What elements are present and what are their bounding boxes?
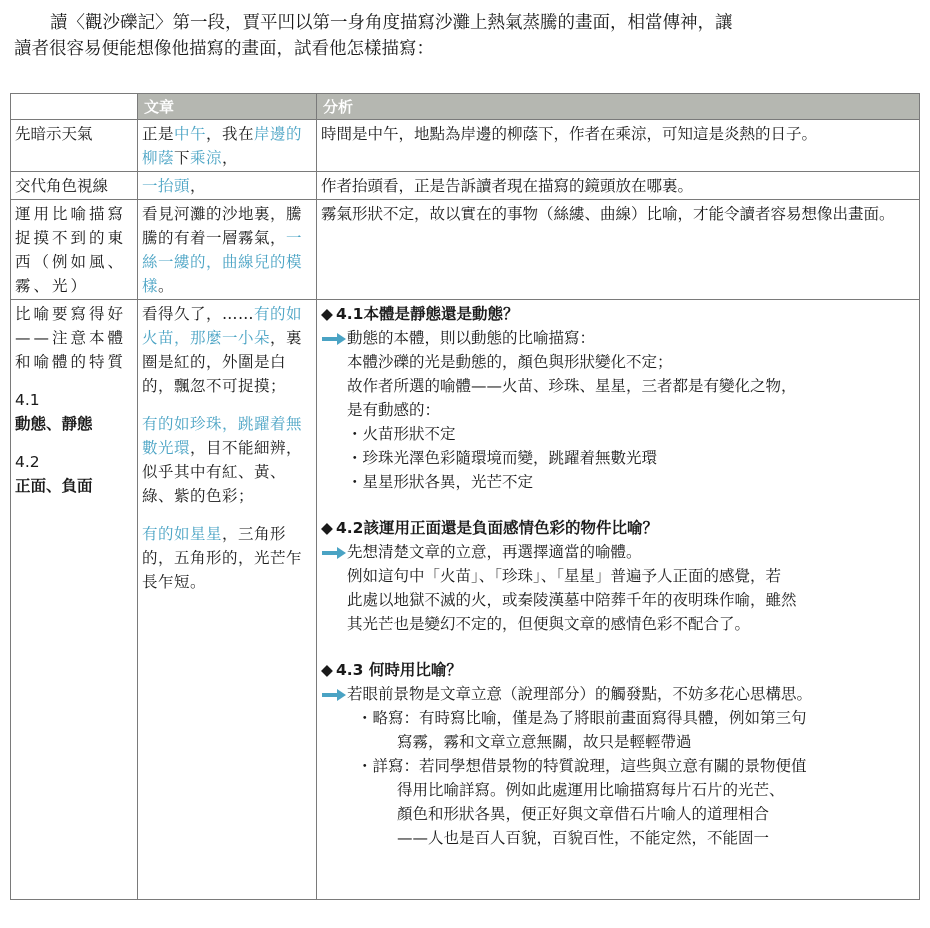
diamond-icon: ◆ — [321, 519, 333, 537]
header-analysis: 分析 — [317, 94, 920, 120]
arrow-right-icon — [321, 688, 347, 702]
row-analysis: 作者抬頭看，正是告訴讀者現在描寫的鏡頭放在哪裏。 — [317, 172, 920, 200]
text-highlight: 有的如珍珠，跳躍着無數光環 — [142, 415, 303, 457]
section-43-heading — [321, 658, 915, 682]
row-analysis: 霧氣形狀不定，故以實在的事物（絲縷、曲線）比喻，才能令讀者容易想像出畫面。 — [317, 200, 920, 300]
diamond-icon: ◆ — [321, 661, 333, 679]
section-42-line: 例如這句中「火苗」、「珍珠」、「星星」普遍予人正面的感覺，若 — [347, 567, 782, 585]
section-41-bullet: ・珍珠光澤色彩隨環境而變，跳躍着無數光環 — [347, 449, 658, 467]
table-header-row — [11, 94, 920, 120]
section-41-line: 本體沙礫的光是動態的，顏色與形狀變化不定； — [347, 353, 673, 371]
section-43-line: ——人也是百人百貌，百貌百性，不能定然，不能固一 — [397, 829, 770, 847]
header-article: 文章 — [138, 94, 317, 120]
text-para-2 — [142, 412, 312, 508]
text-plain: 正是 — [142, 125, 175, 143]
table-row — [11, 300, 920, 900]
text-plain: ， — [222, 149, 239, 167]
text-plain: ，三角形的，五角形的，光芒乍長乍短。 — [142, 525, 303, 591]
table-row — [11, 200, 920, 300]
label-42: 正面、負面 — [15, 477, 93, 495]
table-row — [11, 172, 920, 200]
intro-line-1: 讀〈觀沙礫記〉第一段，賈平凹以第一身角度描寫沙灘上熱氣蒸騰的畫面，相當傳神，讓 — [50, 13, 733, 33]
label-42-num: 4.2 — [15, 453, 40, 471]
row-label — [11, 300, 138, 900]
section-41-line: 是有動感的： — [347, 401, 441, 419]
text-highlight: 一絲一縷的，曲線兒的模樣 — [142, 229, 303, 295]
section-42-title: 4.2該運用正面還是負面感情色彩的物件比喻？ — [336, 519, 658, 537]
text-plain: 下 — [174, 149, 191, 167]
row-analysis — [317, 300, 920, 900]
text-plain: 。 — [158, 277, 175, 295]
section-41-arrow-text: 動態的本體，則以動態的比喻描寫： — [347, 329, 596, 347]
text-plain: 看得久了，…… — [142, 305, 255, 323]
arrow-right-icon — [321, 546, 347, 560]
section-41-bullet: ・星星形狀各異，光芒不定 — [347, 473, 534, 491]
section-43-title: 4.3 何時用比喻？ — [336, 661, 462, 679]
row-text — [138, 200, 317, 300]
row-label: 運用比喻描寫捉摸不到的東西（例如風、霧、光） — [11, 200, 138, 300]
section-42-heading — [321, 516, 915, 540]
row-text — [138, 120, 317, 172]
text-highlight: 乘涼 — [190, 149, 223, 167]
row-analysis: 時間是中午，地點為岸邊的柳蔭下，作者在乘涼，可知這是炎熱的日子。 — [317, 120, 920, 172]
section-43-line: 顏色和形狀各異，便正好與文章借石片喻人的道理相合 — [397, 805, 770, 823]
row4-label-main: 比喻要寫得好——注意本體和喻體的特質 — [15, 305, 127, 371]
section-41-bullet: ・火苗形狀不定 — [347, 425, 456, 443]
section-41-heading — [321, 302, 915, 326]
section-43-arrow-text: 若眼前景物是文章立意（說理部分）的觸發點，不妨多花心思構思。 — [347, 685, 813, 703]
text-plain: 看見河灘的沙地裏，騰騰的有着一層霧氣， — [142, 205, 303, 247]
text-highlight: 有的如星星 — [142, 525, 223, 543]
text-highlight: 岸邊的柳蔭 — [142, 125, 303, 167]
intro-line-2: 讀者很容易便能想像他描寫的畫面，試看他怎樣描寫： — [14, 39, 434, 59]
section-42-line: 此處以地獄不滅的火，或秦陵漢墓中陪葬千年的夜明珠作喻，雖然 — [347, 591, 797, 609]
section-41-arrow-line — [321, 326, 915, 350]
section-43-line: ・詳寫：若同學想借景物的特質說理，這些與立意有關的景物便值 — [357, 757, 807, 775]
header-blank — [11, 94, 138, 120]
label-41: 動態、靜態 — [15, 415, 93, 433]
row-label: 交代角色視線 — [11, 172, 138, 200]
section-42-line: 其光芒也是變幻不定的，但便與文章的感情色彩不配合了。 — [347, 615, 751, 633]
section-43-arrow-line — [321, 682, 915, 706]
row-text — [138, 172, 317, 200]
section-41-title: 4.1本體是靜態還是動態？ — [336, 305, 519, 323]
text-plain: ，目不能細辨，似乎其中有紅、黃、綠、紫的色彩； — [142, 439, 303, 505]
section-43-line: ・略寫：有時寫比喻，僅是為了將眼前畫面寫得具體，例如第三句 — [357, 709, 807, 727]
text-highlight: 中午 — [174, 125, 207, 143]
analysis-table — [10, 93, 920, 900]
text-plain: ，裏圈是紅的，外圍是白的，飄忽不可捉摸； — [142, 329, 303, 395]
section-42-arrow-line — [321, 540, 915, 564]
arrow-right-icon — [321, 332, 347, 346]
label-41-num: 4.1 — [15, 391, 40, 409]
section-43-line: 寫霧，霧和文章立意無關，故只是輕輕帶過 — [397, 733, 692, 751]
table-row — [11, 120, 920, 172]
text-highlight: 有的如火苗，那麼一小朵 — [142, 305, 303, 347]
intro-paragraph — [14, 10, 920, 62]
section-41-line: 故作者所選的喻體——火苗、珍珠、星星，三者都是有變化之物， — [347, 377, 797, 395]
text-plain: ， — [190, 177, 207, 195]
text-para-1 — [142, 302, 312, 398]
text-plain: ，我在 — [206, 125, 255, 143]
text-para-3 — [142, 522, 312, 594]
diamond-icon: ◆ — [321, 305, 333, 323]
text-highlight: 一抬頭 — [142, 177, 191, 195]
section-43-line: 得用比喻詳寫。例如此處運用比喻描寫每片石片的光芒、 — [397, 781, 785, 799]
row-label: 先暗示天氣 — [11, 120, 138, 172]
section-42-arrow-text: 先想清楚文章的立意，再選擇適當的喻體。 — [347, 543, 642, 561]
row-text — [138, 300, 317, 900]
